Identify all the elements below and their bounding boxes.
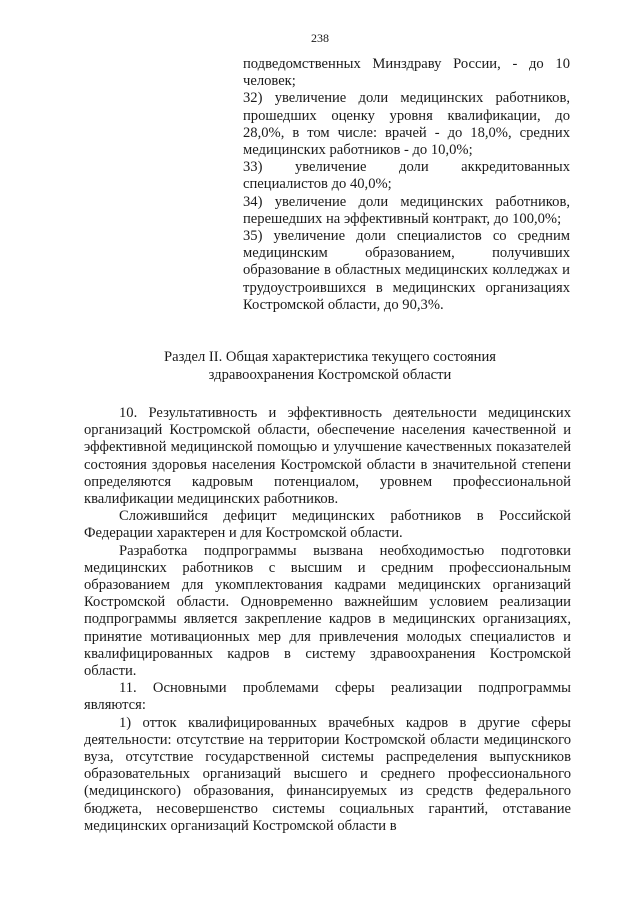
section-heading-line: здравоохранения Костромской области — [208, 366, 452, 383]
list-item: 34) увеличение доли медицинских работников, перешедших на эффективный контракт, до 100,0%; — [243, 193, 570, 227]
page-number: 238 — [311, 31, 329, 45]
section-heading — [140, 349, 520, 384]
target-indicators-list — [243, 56, 570, 314]
paragraph: Сложившийся дефицит медицинских работников в Российской Федерации характерен и для Костромской области. — [84, 508, 571, 542]
list-item: 32) увеличение доли медицинских работников, прошедших оценку уровня квалификации, до 28,0%, в том числе: врачей - до 18,0%, средних медицинских работников - до 10,0%; — [243, 90, 570, 159]
section-heading-line: Раздел II. Общая характеристика текущего состояния — [163, 349, 497, 365]
list-item: 35) увеличение доли специалистов со средним медицинским образованием, получивших образование в областных медицинских колледжах и трудоустроившихся в медицинских организациях Костромской области, до 90,3%. — [243, 228, 570, 313]
paragraph: Разработка подпрограммы вызвана необходимостью подготовки медицинских работников с высшим и средним профессиональным образованием для укомплектования кадрами медицинских организаций Костромской области. Одновременно важнейшим условием реализации подпрограммы является закрепление кадров в медицинских организациях, принятие мотивационных мер для привлечения молодых специалистов и квалифицированных кадров в систему здравоохранения Костромской области. — [84, 542, 571, 680]
paragraph: 1) отток квалифицированных врачебных кадров в другие сферы деятельности: отсутствие на территории Костромской области медицинского вуза, отсутствие государственной системы распределения выпускников образовательных организаций высшего и среднего профессионального (медицинского) образования, финансируемых из средств федерального бюджета, несовершенство системы социальных гарантий, отставание медицинских организаций Костромской области в — [84, 714, 571, 834]
paragraph: 10. Результативность и эффективность деятельности медицинских организаций Костромской области, обеспечение населения качественной и эффективной медицинской помощью и улучшение качественных показателей состояния здоровья населения Костромской области в значительной степени определяются кадровым потенциалом, уровнем профессиональной квалификации медицинских работников. — [84, 405, 571, 508]
paragraph: 11. Основными проблемами сферы реализации подпрограммы являются: — [84, 680, 571, 714]
section-body — [84, 405, 571, 835]
list-item: подведомственных Минздраву России, - до 10 человек; — [243, 56, 570, 90]
list-item: 33) увеличение доли аккредитованных специалистов до 40,0%; — [243, 159, 570, 193]
